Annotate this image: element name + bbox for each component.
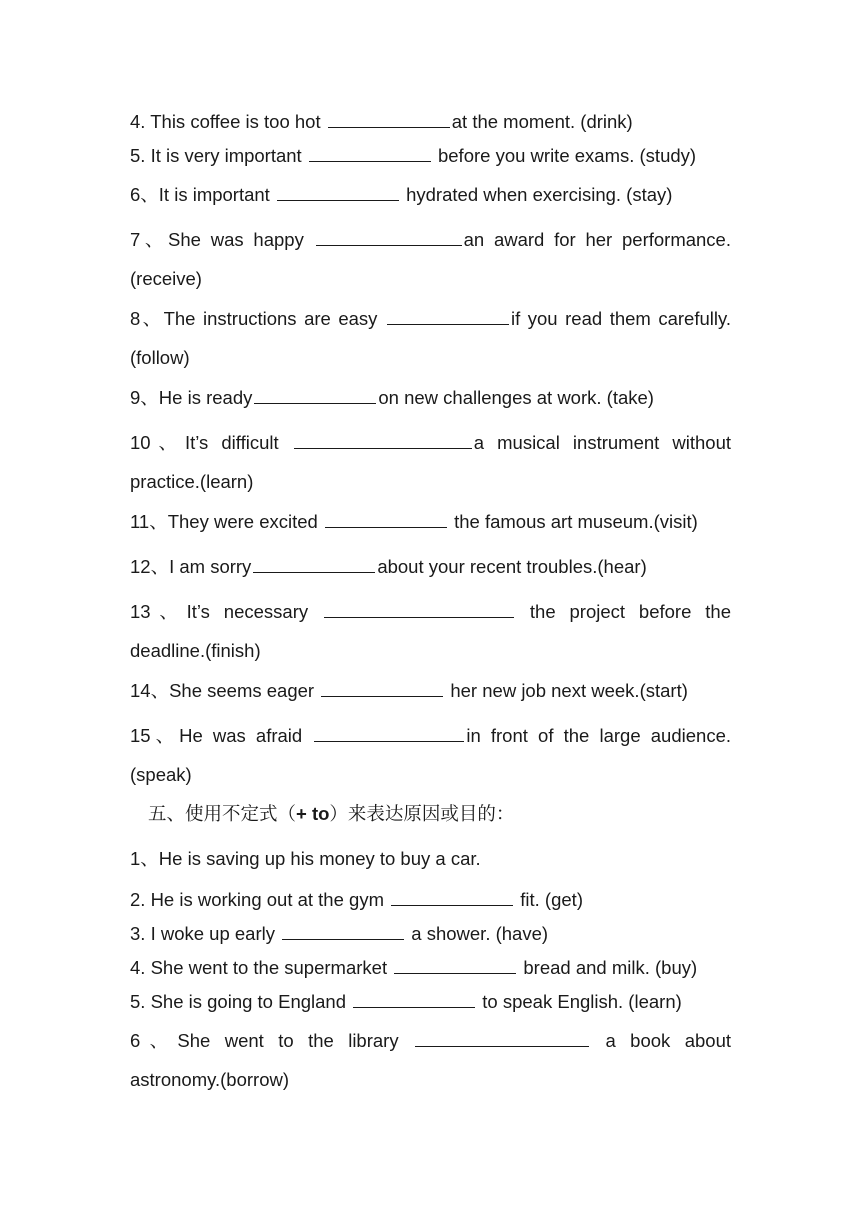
heading-bold: + to [296, 803, 330, 824]
answer-blank[interactable] [325, 509, 447, 528]
item-text-before: 8、The instructions are easy [130, 308, 385, 329]
item-text-before: 14、She seems eager [130, 680, 320, 701]
item-text-before: 10、It’s difficult [130, 432, 292, 453]
exercise-item-7-continuation: (receive) [130, 268, 202, 289]
exercise-item-2 [130, 887, 731, 912]
answer-blank[interactable] [394, 955, 516, 974]
item-text-before: 9、He is ready [130, 387, 253, 408]
item-text-before: 6、She went to the library [130, 1030, 414, 1051]
item-text-before: 3. I woke up early [130, 923, 281, 944]
answer-blank[interactable] [324, 599, 514, 618]
heading-prefix: 五、使用不定式（ [148, 804, 297, 825]
answer-blank[interactable] [415, 1028, 589, 1047]
item-text-after: in front of the large audience. [466, 725, 731, 746]
exercise-item-6b [130, 1028, 731, 1053]
exercise-item-11 [130, 509, 731, 534]
heading-suffix: ）来表达原因或目的： [329, 804, 515, 825]
exercise-item-5b [130, 989, 731, 1014]
answer-blank[interactable] [309, 143, 431, 162]
item-text-after: the project before the [516, 601, 731, 622]
answer-blank[interactable] [353, 989, 475, 1008]
item-text-before: 2. He is working out at the gym [130, 889, 390, 910]
item-text-before: 11、They were excited [130, 511, 323, 532]
item-text-before: 12、I am sorry [130, 556, 252, 577]
item-text-after: about your recent troubles.(hear) [377, 556, 647, 577]
exercise-item-14 [130, 678, 731, 703]
item-text-after: hydrated when exercising. (stay) [400, 184, 673, 205]
item-text-after: fit. (get) [515, 889, 583, 910]
item-text-after: before you write exams. (study) [432, 145, 697, 166]
exercise-item-6b-continuation: astronomy.(borrow) [130, 1069, 290, 1090]
exercise-item-4 [130, 109, 731, 134]
answer-blank[interactable] [282, 921, 404, 940]
example-sentence: 1、He is saving up his money to buy a car. [130, 848, 481, 869]
answer-blank[interactable] [314, 723, 464, 742]
item-text-after: bread and milk. (buy) [518, 957, 698, 978]
exercise-item-15-continuation: (speak) [130, 764, 192, 785]
item-text-after: the famous art museum.(visit) [448, 511, 698, 532]
exercise-item-4b [130, 955, 731, 980]
exercise-item-13-continuation: deadline.(finish) [130, 640, 261, 661]
item-text-after: to speak English. (learn) [477, 991, 682, 1012]
exercise-item-5 [130, 143, 731, 168]
item-text-after: a musical instrument without [473, 432, 731, 453]
section-heading [148, 802, 514, 827]
item-text-before: 4. She went to the supermarket [130, 957, 393, 978]
item-text-before: 6、It is important [130, 184, 275, 205]
item-text-before: 5. She is going to England [130, 991, 352, 1012]
exercise-item-3 [130, 921, 731, 946]
item-text-before: 4. This coffee is too hot [130, 111, 326, 132]
item-text-after: a book about [591, 1030, 731, 1051]
answer-blank[interactable] [328, 109, 450, 128]
item-text-before: 15、He was afraid [130, 725, 313, 746]
exercise-item-15 [130, 723, 731, 748]
answer-blank[interactable] [316, 227, 462, 246]
item-text-after: on new challenges at work. (take) [378, 387, 654, 408]
answer-blank[interactable] [294, 430, 472, 449]
exercise-item-10 [130, 430, 731, 455]
item-text-after: her new job next week.(start) [445, 680, 688, 701]
item-text-before: 13、It’s necessary [130, 601, 322, 622]
answer-blank[interactable] [254, 385, 376, 404]
answer-blank[interactable] [321, 678, 443, 697]
exercise-item-8-continuation: (follow) [130, 347, 190, 368]
exercise-item-7 [130, 227, 731, 252]
exercise-item-12 [130, 554, 731, 579]
item-text-after: a shower. (have) [406, 923, 549, 944]
item-text-after: at the moment. (drink) [451, 111, 633, 132]
answer-blank[interactable] [253, 554, 375, 573]
item-text-after: if you read them carefully. [510, 308, 732, 329]
exercise-item-6 [130, 182, 731, 207]
exercise-item-10-continuation: practice.(learn) [130, 471, 254, 492]
exercise-item-13 [130, 599, 731, 624]
item-text-before: 7、She was happy [130, 229, 314, 250]
answer-blank[interactable] [387, 306, 509, 325]
exercise-item-9 [130, 385, 731, 410]
item-text-after: an award for her performance. [463, 229, 731, 250]
answer-blank[interactable] [277, 182, 399, 201]
item-text-before: 5. It is very important [130, 145, 307, 166]
exercise-item-8 [130, 306, 731, 331]
answer-blank[interactable] [391, 887, 513, 906]
